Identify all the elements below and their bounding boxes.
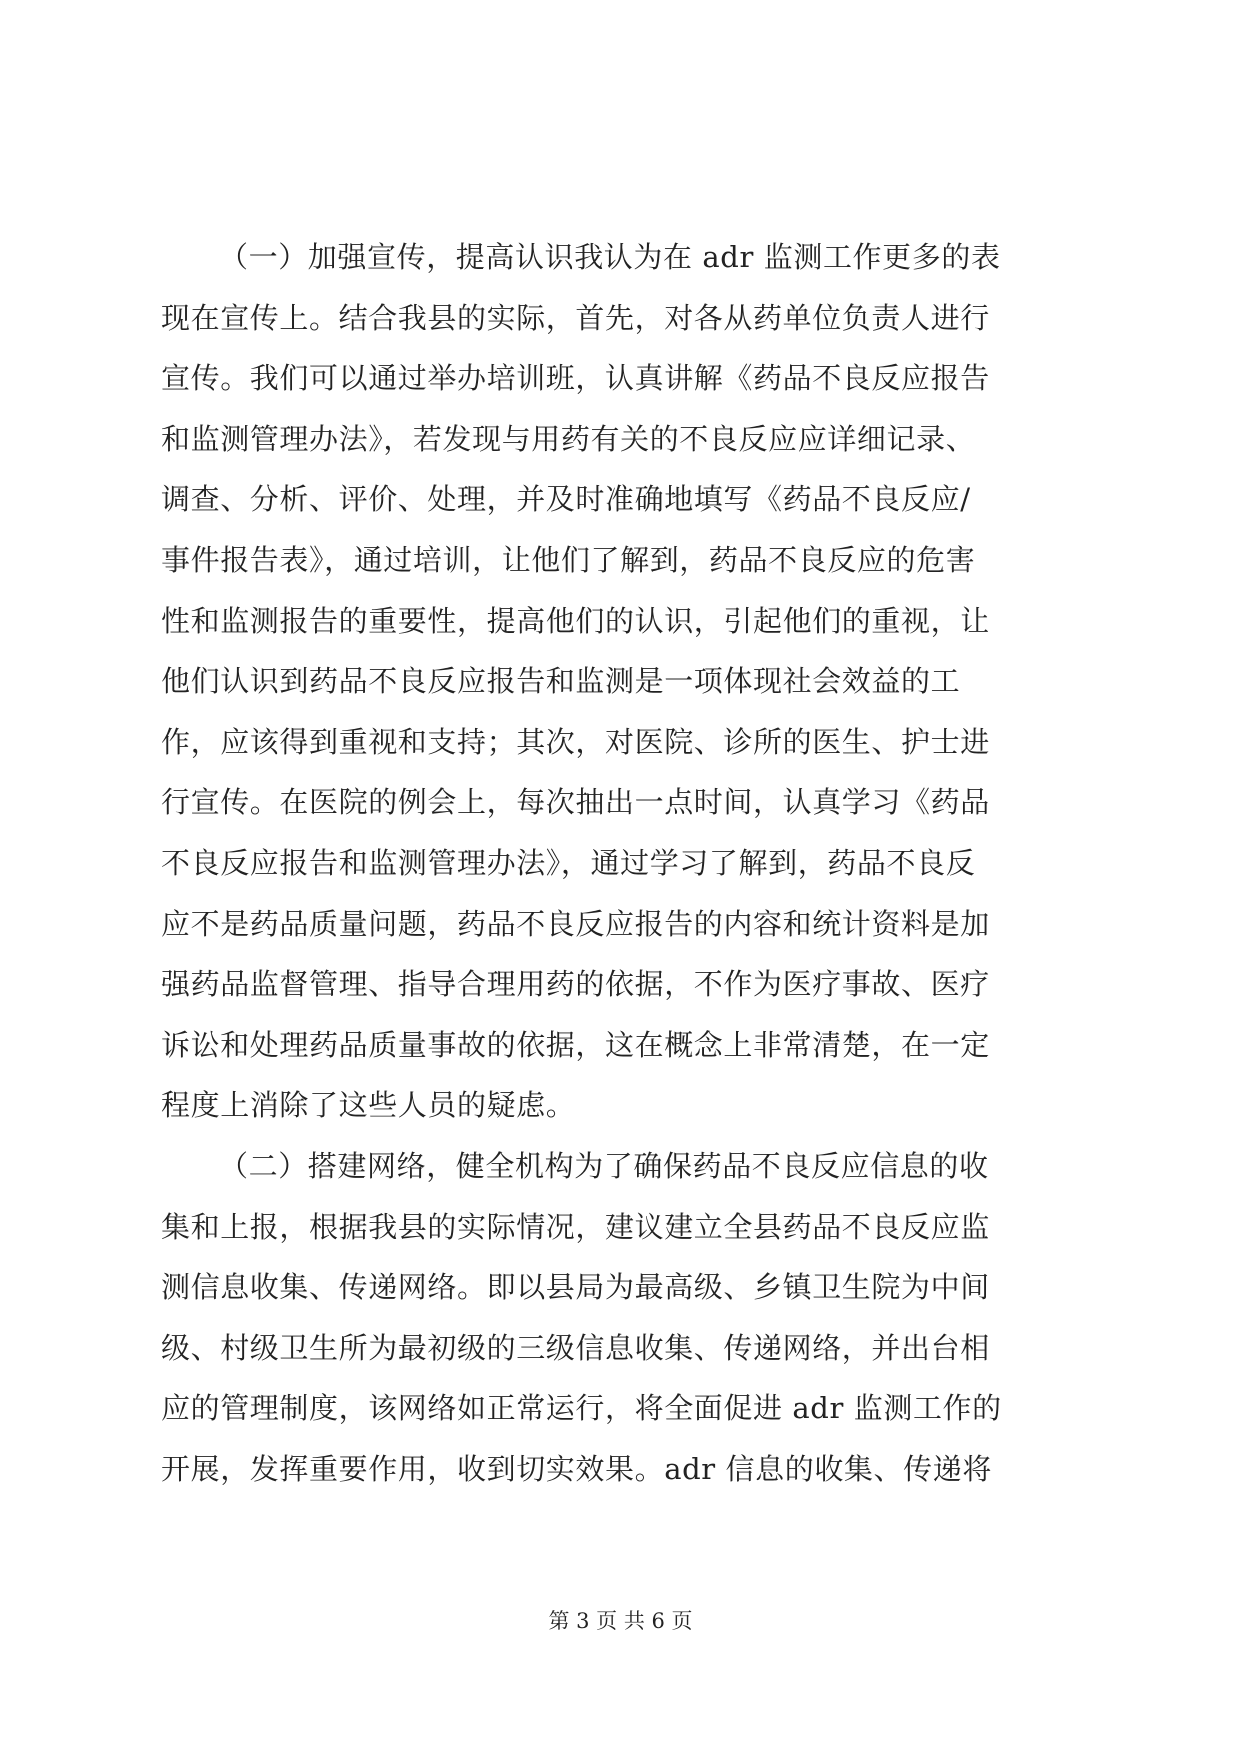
body-text (161, 227, 1079, 1499)
text-line: 程度上消除了这些人员的疑虑。 (161, 1088, 576, 1123)
page-footer: 第 3 页 共 6 页 (548, 1609, 693, 1633)
text-line: 集和上报，根据我县的实际情况，建议建立全县药品不良反应监 (161, 1209, 990, 1244)
text-line: 和监测管理办法》，若发现与用药有关的不良反应应详细记录、 (161, 421, 976, 456)
text-line: （一）加强宣传，提高认识我认为在 adr 监测工作更多的表 (219, 240, 1001, 274)
text-line: 作，应该得到重视和支持；其次，对医院、诊所的医生、护士进 (161, 724, 990, 759)
paragraph (161, 227, 1079, 1136)
text-line: 开展，发挥重要作用，收到切实效果。adr 信息的收集、传递将 (161, 1451, 992, 1486)
text-line: 级、村级卫生所为最初级的三级信息收集、传递网络，并出台相 (161, 1330, 990, 1365)
text-line: 他们认识到药品不良反应报告和监测是一项体现社会效益的工 (161, 664, 961, 699)
text-line: 事件报告表》，通过培训，让他们了解到，药品不良反应的危害 (161, 542, 976, 577)
paragraph (161, 1136, 1079, 1500)
text-line: 宣传。我们可以通过举办培训班，认真讲解《药品不良反应报告 (161, 361, 990, 396)
text-line: 应不是药品质量问题，药品不良反应报告的内容和统计资料是加 (161, 906, 990, 941)
text-line: 应的管理制度，该网络如正常运行，将全面促进 adr 监测工作的 (161, 1391, 1002, 1426)
text-line: 强药品监督管理、指导合理用药的依据，不作为医疗事故、医疗 (161, 967, 990, 1002)
text-line: 行宣传。在医院的例会上，每次抽出一点时间，认真学习《药品 (161, 785, 990, 820)
text-line: 性和监测报告的重要性，提高他们的认识，引起他们的重视，让 (161, 603, 990, 638)
text-line: 现在宣传上。结合我县的实际，首先，对各从药单位负责人进行 (161, 300, 990, 335)
text-line: （二）搭建网络，健全机构为了确保药品不良反应信息的收 (219, 1148, 989, 1183)
text-line: 调查、分析、评价、处理，并及时准确地填写《药品不良反应/ (161, 482, 971, 517)
text-line: 测信息收集、传递网络。即以县局为最高级、乡镇卫生院为中间 (161, 1270, 990, 1305)
text-line: 诉讼和处理药品质量事故的依据，这在概念上非常清楚，在一定 (161, 1027, 990, 1062)
text-line: 不良反应报告和监测管理办法》，通过学习了解到，药品不良反 (161, 845, 976, 880)
